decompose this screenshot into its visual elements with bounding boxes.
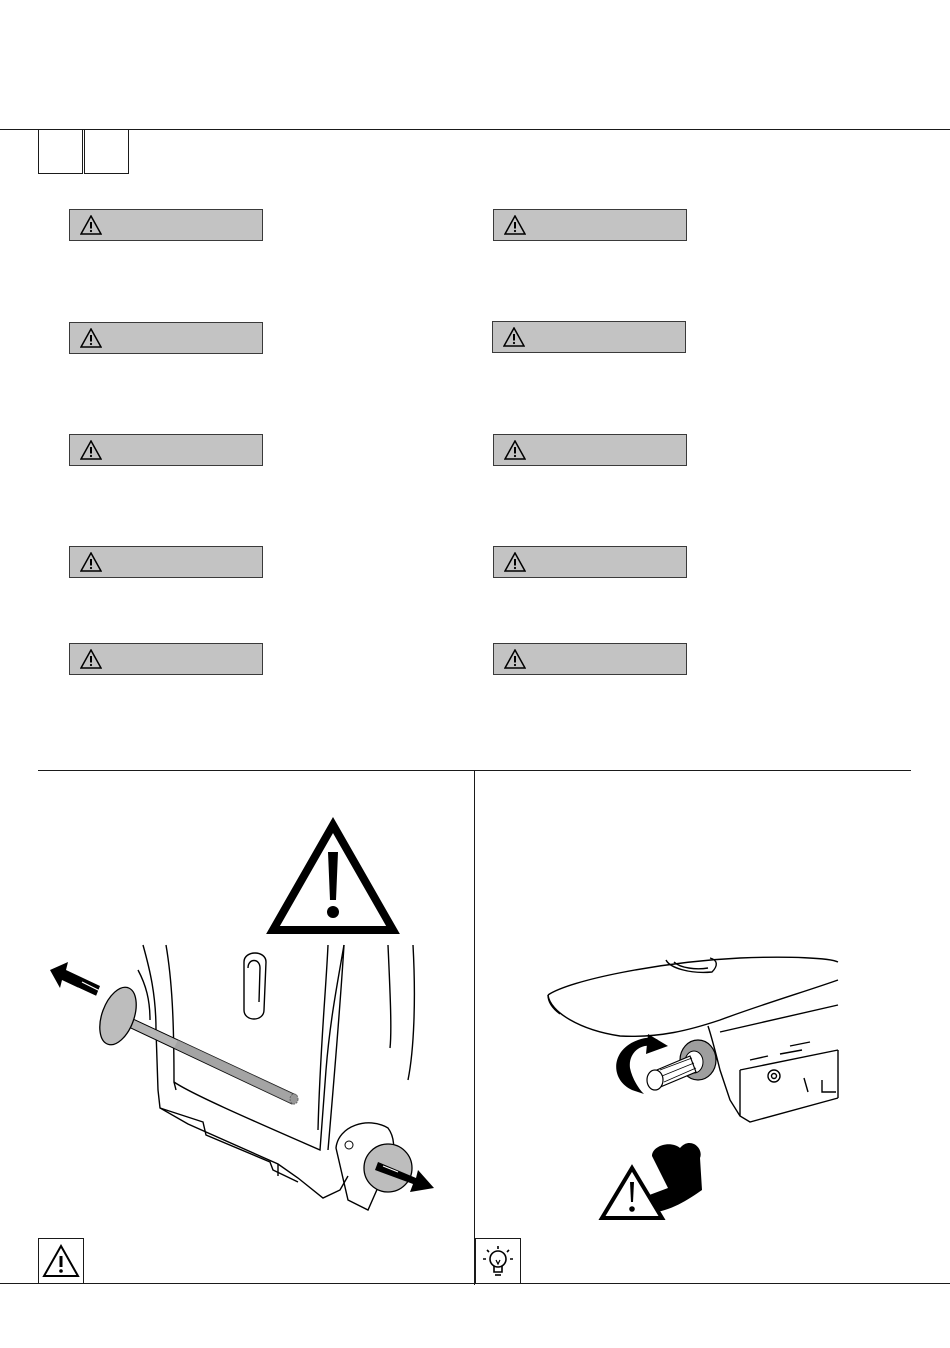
strength-warning-icon — [602, 1143, 702, 1218]
axle-removal-illustration — [38, 790, 458, 1230]
figure-divider — [474, 770, 475, 1285]
left-washer — [93, 982, 144, 1049]
warning-triangle-icon — [504, 215, 526, 235]
warning-triangle-icon — [80, 440, 102, 460]
warning-corner-box — [38, 1238, 84, 1284]
axle-rod — [114, 1012, 298, 1104]
step-box-2 — [84, 129, 129, 174]
warning-triangle-icon — [504, 649, 526, 669]
warning-bar-left-2 — [69, 322, 263, 354]
arrow-left-icon — [50, 962, 108, 1000]
warning-bar-right-3 — [493, 434, 687, 466]
warning-triangle-icon — [503, 327, 525, 347]
warning-bar-right-4 — [493, 546, 687, 578]
warning-bar-right-5 — [493, 643, 687, 675]
warning-bar-left-5 — [69, 643, 263, 675]
lightbulb-icon — [479, 1242, 517, 1280]
warning-bar-left-4 — [69, 546, 263, 578]
warning-bar-left-1 — [69, 209, 263, 241]
warning-triangle-icon — [80, 552, 102, 572]
warning-triangle-icon — [80, 215, 102, 235]
warning-triangle-icon — [80, 328, 102, 348]
warning-bar-right-1 — [493, 209, 687, 241]
warning-bar-left-3 — [69, 434, 263, 466]
large-warning-icon — [273, 825, 393, 930]
tip-corner-box — [475, 1238, 521, 1284]
top-rule — [0, 129, 950, 130]
warning-triangle-icon — [80, 649, 102, 669]
warning-triangle-icon — [42, 1244, 80, 1278]
warning-triangle-icon — [504, 552, 526, 572]
step-box-1 — [38, 129, 83, 174]
warning-bar-right-2 — [492, 321, 686, 353]
knob-unscrew-illustration — [540, 950, 850, 1240]
warning-triangle-icon — [504, 440, 526, 460]
